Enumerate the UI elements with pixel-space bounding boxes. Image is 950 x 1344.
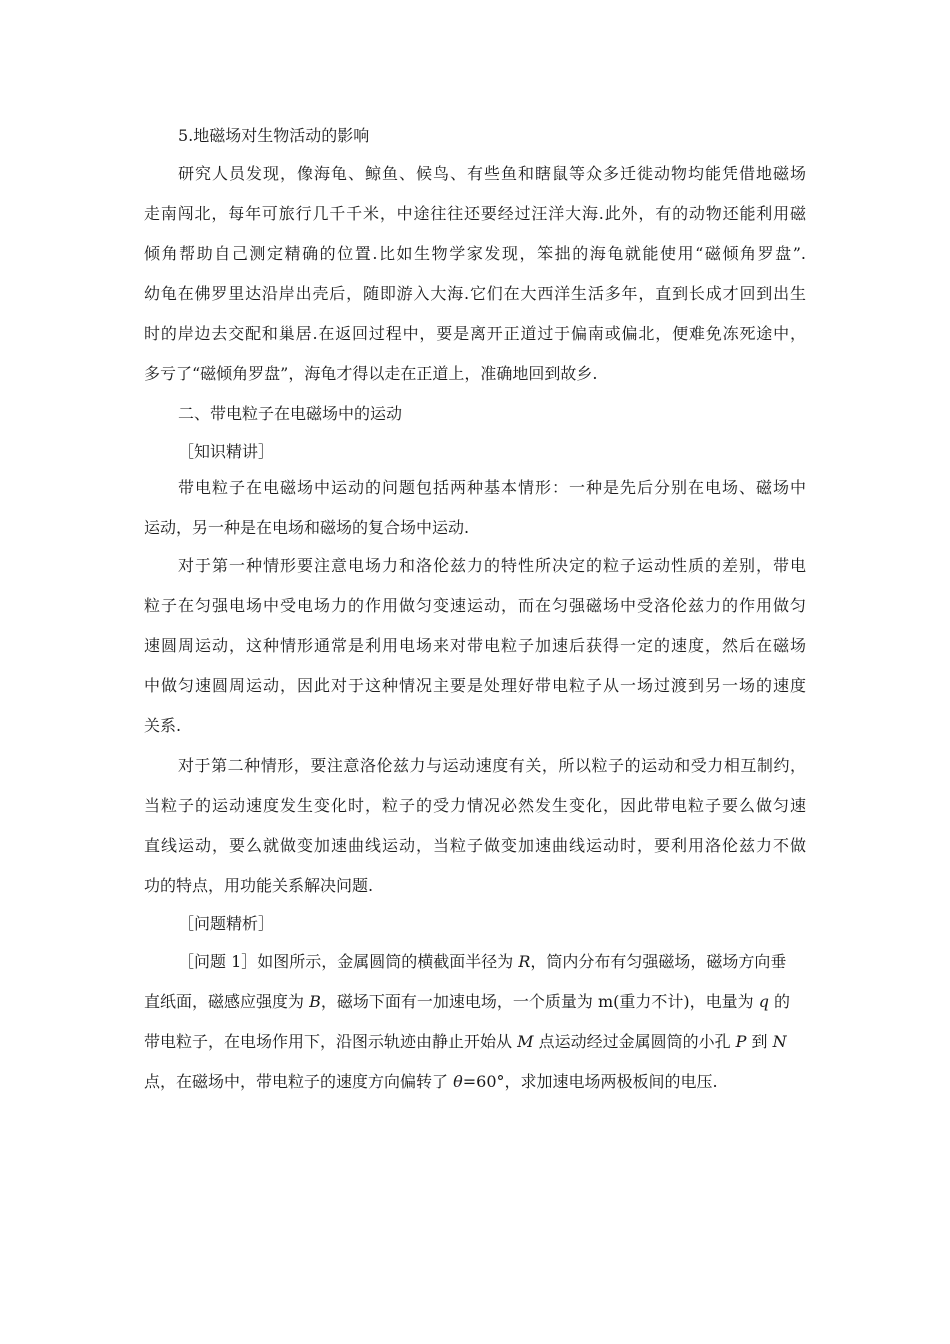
var-q: q	[758, 992, 769, 1011]
paragraph-line: 直线运动，要么就做变加速曲线运动，当粒子做变加速曲线运动时，要利用洛伦兹力不做	[144, 836, 806, 855]
paragraph-line: 速圆周运动，这种情形通常是利用电场来对带电粒子加速后获得一定的速度，然后在磁场	[144, 636, 806, 655]
paragraph-line: 粒子在匀强电场中受电场力的作用做匀变速运动，而在匀强磁场中受洛伦兹力的作用做匀	[144, 596, 806, 615]
paragraph-line: 关系.	[144, 716, 182, 735]
paragraph-line: 对于第二种情形，要注意洛伦兹力与运动速度有关，所以粒子的运动和受力相互制约，	[178, 756, 806, 775]
paragraph-line: 带电粒子在电磁场中运动的问题包括两种基本情形：一种是先后分别在电场、磁场中	[178, 478, 806, 497]
paragraph-line: 多亏了“磁倾角罗盘”，海龟才得以走在正道上，准确地回到故乡.	[144, 364, 598, 383]
paragraph-line: 研究人员发现，像海龟、鲸鱼、候鸟、有些鱼和瞎鼠等众多迁徙动物均能凭借地磁场	[178, 164, 806, 183]
section-heading: 二、带电粒子在电磁场中的运动	[178, 404, 403, 423]
var-B: B	[309, 992, 321, 1011]
section-heading: 5.地磁场对生物活动的影响	[178, 126, 370, 145]
paragraph-line: 幼龟在佛罗里达沿岸出壳后，随即游入大海.它们在大西洋生活多年，直到长成才回到出生	[144, 284, 806, 303]
subheading: ［知识精讲］	[178, 442, 275, 461]
var-M: M	[517, 1032, 534, 1051]
problem-line: 带电粒子，在电场作用下，沿图示轨迹由静止开始从 M 点运动经过金属圆筒的小孔 P 到 N	[144, 1032, 787, 1051]
subheading: ［问题精析］	[178, 914, 275, 933]
problem-line: ［问题 1］如图所示，金属圆筒的横截面半径为 R，筒内分布有匀强磁场，磁场方向垂	[178, 952, 787, 971]
var-theta: θ	[453, 1072, 463, 1091]
paragraph-line: 倾角帮助自己测定精确的位置.比如生物学家发现，笨拙的海龟就能使用“磁倾角罗盘”.	[144, 244, 806, 263]
paragraph-line: 当粒子的运动速度发生变化时，粒子的受力情况必然发生变化，因此带电粒子要么做匀速	[144, 796, 806, 815]
paragraph-line: 中做匀速圆周运动，因此对于这种情况主要是处理好带电粒子从一场过渡到另一场的速度	[144, 676, 806, 695]
paragraph-line: 运动，另一种是在电场和磁场的复合场中运动.	[144, 518, 470, 537]
var-R: R	[518, 952, 531, 971]
problem-line: 直纸面，磁感应强度为 B，磁场下面有一加速电场，一个质量为 m(重力不计)，电量为 q 的	[144, 992, 791, 1011]
problem-line: 点，在磁场中，带电粒子的速度方向偏转了 θ=60°，求加速电场两极板间的电压.	[144, 1072, 718, 1091]
paragraph-line: 走南闯北，每年可旅行几千千米，中途往往还要经过汪洋大海.此外，有的动物还能利用磁	[144, 204, 806, 223]
paragraph-line: 功的特点，用功能关系解决问题.	[144, 876, 374, 895]
paragraph-line: 时的岸边去交配和巢居.在返回过程中，要是离开正道过于偏南或偏北，便难免冻死途中，	[144, 324, 806, 343]
var-P: P	[735, 1032, 747, 1051]
var-N: N	[772, 1032, 787, 1051]
paragraph-line: 对于第一种情形要注意电场力和洛伦兹力的特性所决定的粒子运动性质的差别，带电	[178, 556, 806, 575]
